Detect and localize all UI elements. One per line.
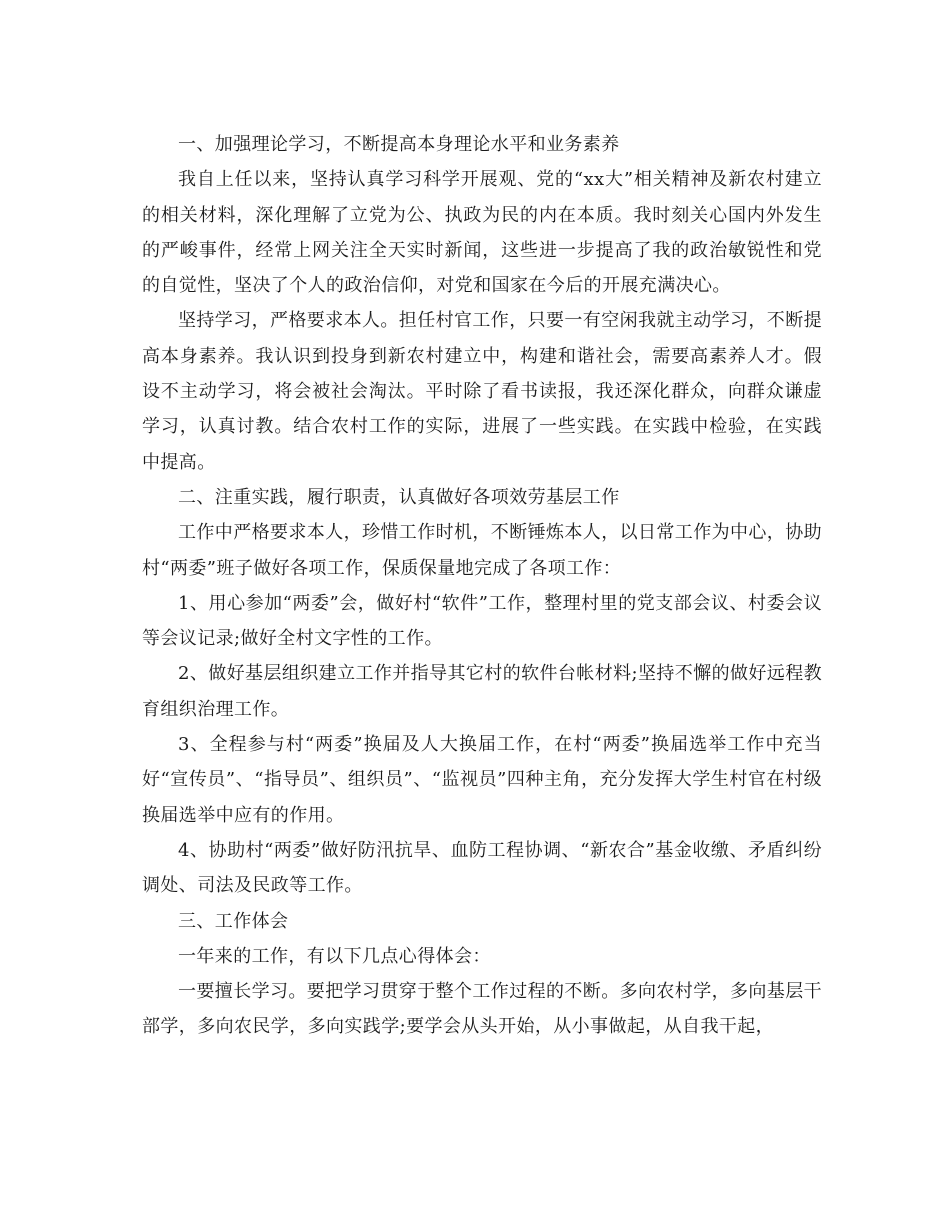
paragraph: 我自上任以来，坚持认真学习科学开展观、党的“xx大”相关精神及新农村建立的相关材料，深化理解了立党为公、执政为民的内在本质。我时刻关心国内外发生的严峻事件，经常上网关注全天实时新闻，这些进一步提高了我的政治敏锐性和党的自觉性，坚决了个人的政治信仰，对党和国家在今后的开展充满决心。 bbox=[142, 169, 822, 297]
paragraph: 工作中严格要求本人，珍惜工作时机，不断锤炼本人，以日常工作为中心，协助村“两委”班子做好各项工作，保质保量地完成了各项工作： bbox=[142, 522, 822, 579]
document-body bbox=[142, 127, 822, 1045]
section-heading-3: 三、工作体会 bbox=[178, 910, 289, 932]
list-item: 3、全程参与村“两委”换届及人大换届工作，在村“两委”换届选举工作中充当好“宣传员”、“指导员”、组织员”、“监视员”四种主角，充分发挥大学生村官在村级换届选举中应有的作用。 bbox=[142, 734, 822, 826]
section-heading-2: 二、注重实践，履行职责，认真做好各项效劳基层工作 bbox=[178, 486, 620, 508]
paragraph: 坚持学习，严格要求本人。担任村官工作，只要一有空闲我就主动学习，不断提高本身素养。我认识到投身到新农村建立中，构建和谐社会，需要高素养人才。假设不主动学习，将会被社会淘汰。平时除了看书读报，我还深化群众，向群众谦虚学习，认真讨教。结合农村工作的实际，进展了一些实践。在实践中检验，在实践中提高。 bbox=[142, 310, 822, 473]
list-item: 4、协助村“两委”做好防汛抗旱、血防工程协调、“新农合”基金收缴、矛盾纠纷调处、司法及民政等工作。 bbox=[142, 839, 822, 897]
list-item: 1、用心参加“两委”会，做好村“软件”工作，整理村里的党支部会议、村委会议等会议记录;做好全村文字性的工作。 bbox=[142, 592, 822, 650]
paragraph: 一年来的工作，有以下几点心得体会： bbox=[178, 945, 491, 967]
section-heading-1: 一、加强理论学习，不断提高本身理论水平和业务素养 bbox=[178, 134, 620, 155]
list-item: 2、做好基层组织建立工作并指导其它村的软件台帐材料;坚持不懈的做好远程教育组织治理工作。 bbox=[142, 663, 822, 720]
paragraph: 一要擅长学习。要把学习贯穿于整个工作过程的不断。多向农村学，多向基层干部学，多向农民学，多向实践学;要学会从头开始，从小事做起，从自我干起， bbox=[142, 981, 822, 1038]
